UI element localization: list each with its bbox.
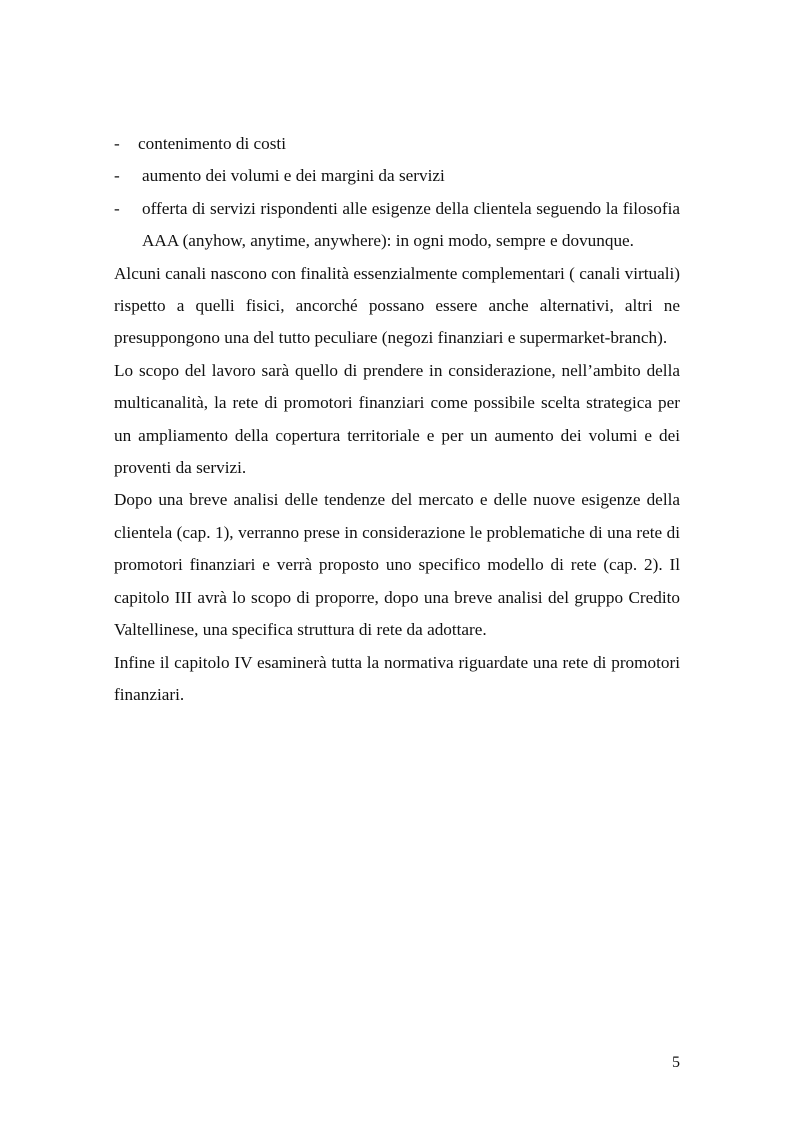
list-item-text: aumento dei volumi e dei margini da servizi [142, 166, 445, 186]
page-number: 5 [672, 1054, 680, 1071]
paragraph-conclusion: Infine il capitolo IV esaminerà tutta la normativa riguardate una rete di promotori finanziari. [114, 652, 680, 704]
objectives-list [114, 128, 680, 258]
bullet-marker: - [114, 198, 120, 218]
paragraph-channels: Alcuni canali nascono con finalità essenzialmente complementari ( canali virtuali) rispetto a quelli fisici, ancorché possano essere anche alternativi, altri ne presuppongono una del tutto peculiare (negozi finanziari e supermarket-branch). [114, 263, 680, 348]
bullet-marker: - [114, 166, 120, 186]
bullet-marker: - [114, 134, 120, 153]
paragraph-chapters: Dopo una breve analisi delle tendenze del mercato e delle nuove esigenze della clientela (cap. 1), verranno prese in considerazione le problematiche di una rete di promotori finanziari e verrà proposto uno specifico modello di rete (cap. 2). Il capitolo III avrà lo scopo di proporre, dopo una breve analisi del gruppo Credito Valtellinese, una specifica struttura di rete da adottare. [114, 490, 680, 640]
list-item [114, 160, 680, 192]
paragraph-scope: Lo scopo del lavoro sarà quello di prendere in considerazione, nell’ambito della multicanalità, la rete di promotori finanziari come possibile scelta strategica per un ampliamento della copertura territoriale e per un aumento dei volumi e dei proventi da servizi. [114, 360, 680, 478]
list-item-text: offerta di servizi rispondenti alle esigenze della clientela seguendo la filosofia AAA (anyhow, anytime, anywhere): in ogni modo, sempre e dovunque. [142, 198, 680, 251]
page-body [114, 128, 680, 711]
list-item-text: contenimento di costi [138, 134, 286, 153]
list-item [114, 193, 680, 258]
list-item [114, 128, 680, 160]
